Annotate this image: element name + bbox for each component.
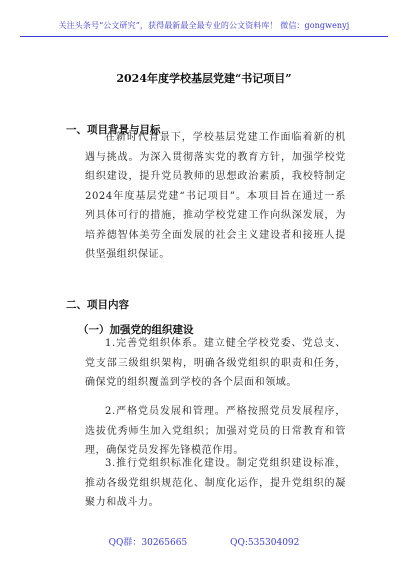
section1-paragraph: 在新时代背景下，学校基层党建工作面临着新的机遇与挑战。为深入贯彻落实党的教育方针，加强学校党组织建设，提升党员教师的思想政治素质，我校特制定2024年度基层党建“书记项目”。本项目旨在通过一系列具体可行的措施，推动学校党建工作向纵深发展，为培养德智体美劳全面发展的社会主义建设者和接班人提供坚强组织保证。 (85, 132, 346, 260)
footer-qq-group: QQ群：30265665 (108, 538, 188, 548)
header-note: 关注头条号“公文研究”，获得最新最全最专业的公文资料库！ 微信：gongwenyj (58, 21, 350, 30)
section1-heading: 一、项目背景与目标 (66, 124, 161, 136)
document-title: 2024年度学校基层党建“书记项目” (116, 72, 292, 85)
list-item: 3.推行党组织标准化建设。制定党组织建设标准，推动各级党组织规范化、制度化运作，提升党组织的凝聚力和战斗力。 (85, 458, 346, 508)
header-divider (20, 36, 388, 37)
section2-heading: 二、项目内容 (66, 299, 129, 311)
footer-qq-contact: QQ:535304092 (230, 538, 300, 548)
subsection1-heading: （一）加强党的组织建设 (78, 324, 194, 336)
list-item: 2.严格党员发展和管理。严格按照党员发展程序，选拔优秀师生加入党组织；加强对党员的日常教育和管理，确保党员发挥先锋模范作用。 (85, 406, 346, 456)
list-item: 1.完善党组织体系。建立健全学校党委、党总支、党支部三级组织架构，明确各级党组织的职责和任务，确保党的组织覆盖到学校的各个层面和领域。 (85, 338, 346, 388)
footer-contacts (0, 535, 408, 548)
